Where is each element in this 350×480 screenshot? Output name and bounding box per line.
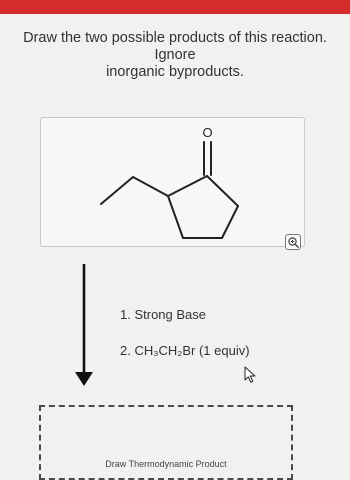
header-bar [0,0,350,14]
ring-bond-3 [222,206,238,238]
reactant-structure-panel [40,117,305,247]
ring-bond-2 [207,176,238,206]
reagent-step-1: 1. Strong Base [120,307,206,322]
prompt-line-1: Draw the two possible products of this reaction. Ignore [23,30,327,63]
zoom-in-icon [287,236,300,249]
prompt-line-2: inorganic byproducts. [106,64,244,80]
thermodynamic-product-drop-zone[interactable] [39,405,293,480]
oxygen-label: O [202,125,213,140]
mouse-pointer-icon [244,366,258,384]
ethyl-bond-2 [133,177,168,196]
question-prompt [4,30,346,81]
zoom-button[interactable] [285,234,301,250]
ring-bond-1 [168,176,207,196]
reactant-molecule [41,118,304,246]
drop-zone-label: Draw Thermodynamic Product [105,459,227,469]
ethyl-bond-1 [101,177,133,204]
reagent-step-2: 2. CH₃CH₂Br (1 equiv) [120,343,250,358]
reaction-arrow-icon [72,262,96,390]
ring-bond-5 [168,196,183,238]
